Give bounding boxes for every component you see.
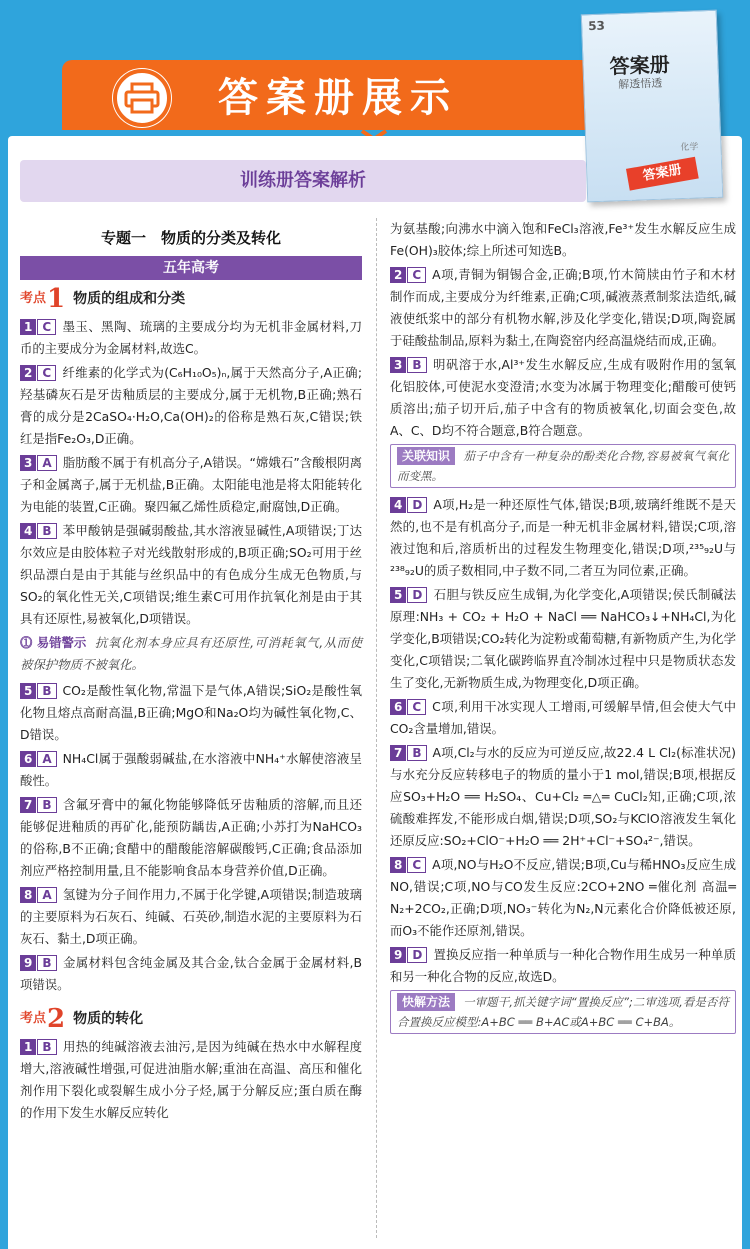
answer-choice: A — [37, 887, 56, 903]
answer-explanation: 明矾溶于水,Al³⁺发生水解反应,生成有吸附作用的氢氧化铝胶体,可使泥水变澄清;水变为冰属于物理变化;醋酸可使钙质溶出;茄子切开后,茄子中含有的物质被氧化,切面会变色,故A、C、D均不符合题意,B符合题意。 — [390, 357, 736, 438]
question-number: 4 — [390, 497, 406, 513]
question-number: 5 — [20, 683, 36, 699]
question-number: 3 — [20, 455, 36, 471]
right-column — [390, 218, 736, 1040]
answer-item — [20, 680, 362, 746]
answer-explanation: C项,利用干冰实现人工增雨,可缓解旱情,但会使大气中CO₂含量增加,错误。 — [390, 699, 736, 736]
answer-explanation: CO₂是酸性氧化物,常温下是气体,A错误;SiO₂是酸性氧化物且熔点高耐高温,B正确;MgO和Na₂O均为碱性氧化物,C、D错误。 — [20, 683, 362, 742]
left-column — [20, 224, 362, 1126]
answer-list — [390, 264, 736, 442]
answer-choice: C — [407, 267, 426, 283]
answer-item — [390, 354, 736, 442]
answer-item — [20, 884, 362, 950]
answer-choice: A — [37, 751, 56, 767]
related-knowledge-box — [390, 444, 736, 488]
answer-explanation: 脂肪酸不属于有机高分子,A错误。“嫦娥石”含酸根阴离子和金属离子,属于无机盐,B正确。太阳能电池是将太阳能转化为电能的装置,C正确。聚四氟乙烯性质稳定,耐腐蚀,D正确。 — [20, 455, 362, 514]
question-number: 8 — [20, 887, 36, 903]
warning-note — [20, 632, 362, 676]
answer-choice: A — [37, 455, 56, 471]
book-subject: 化学 — [680, 142, 699, 154]
quick-method-label: 快解方法 — [397, 993, 455, 1011]
answer-explanation: 含氟牙膏中的氟化物能够降低牙齿釉质的溶解,而且还能够促进釉质的再矿化,能预防龋齿,A正确;小苏打为NaHCO₃的俗称,B不正确;食醋中的醋酸能溶解碳酸钙,C正确;食品添加剂应严格控制用量,且不能影响食品本身营养价值,D正确。 — [20, 797, 362, 878]
knowledge-point-2 — [20, 1006, 362, 1032]
continued-text: 为氨基酸;向沸水中滴入饱和FeCl₃溶液,Fe³⁺发生水解反应生成Fe(OH)₃胶体;综上所述可知选B。 — [390, 221, 736, 258]
question-number: 1 — [20, 319, 36, 335]
question-number: 2 — [390, 267, 406, 283]
answer-choice: B — [407, 745, 426, 761]
kp-badge: 考点 — [20, 291, 47, 306]
related-knowledge-label: 关联知识 — [397, 447, 455, 465]
topic-band: 五年高考 — [20, 256, 362, 280]
answer-choice: B — [407, 357, 426, 373]
kp-badge: 考点 — [20, 1011, 47, 1026]
banner-title: 答案册展示 — [218, 75, 458, 121]
question-number: 6 — [390, 699, 406, 715]
answer-explanation: 苯甲酸钠是强碱弱酸盐,其水溶液显碱性,A项错误;丁达尔效应是由胶体粒子对光线散射形成的,B项正确;SO₂可用于丝织品漂白是由于其能与丝织品中的有色成分生成无色物质,与SO₂的氧化性无关,C项错误;维生素C可用作抗氧化剂是由于其具有还原性,易被氧化,D项错误。 — [20, 523, 362, 626]
answer-explanation: NH₄Cl属于强酸弱碱盐,在水溶液中NH₄⁺水解使溶液呈酸性。 — [20, 751, 362, 788]
question-number: 6 — [20, 751, 36, 767]
answer-item — [20, 316, 362, 360]
answer-item — [390, 264, 736, 352]
answer-item — [20, 362, 362, 450]
question-number: 9 — [390, 947, 406, 963]
answer-explanation: 用热的纯碱溶液去油污,是因为纯碱在热水中水解程度增大,溶液碱性增强,可促进油脂水解;重油在高温、高压和催化剂作用下裂化或裂解生成小分子烃,属于分解反应;蛋白质在酶的作用下发生水解反应转化 — [20, 1039, 362, 1120]
book-brand: 53 — [587, 18, 606, 34]
answer-explanation: A项,H₂是一种还原性气体,错误;B项,玻璃纤维既不是天然的,也不是有机高分子,而是一种无机非金属材料,错误;C项,溶液过饱和后,溶质析出的过程发生物理变化,错误;D项,²³⁵₉₂U与²³⁸₉₂U的质子数相同,中子数不同,二者互为同位素,正确。 — [390, 497, 736, 578]
answer-choice: C — [37, 365, 56, 381]
answer-explanation: 金属材料包含纯金属及其合金,钛合金属于金属材料,B项错误。 — [20, 955, 362, 992]
question-number: 2 — [20, 365, 36, 381]
kp-title: 物质的组成和分类 — [73, 291, 186, 307]
answer-choice: C — [37, 319, 56, 335]
answer-list — [20, 316, 362, 630]
book-tag: 答案册 — [626, 157, 699, 191]
column-divider — [376, 218, 377, 1238]
answer-choice: B — [37, 1039, 56, 1055]
kp-title: 物质的转化 — [73, 1011, 144, 1027]
question-number: 5 — [390, 587, 406, 603]
answer-choice: B — [37, 523, 56, 539]
answer-choice: D — [407, 587, 427, 603]
answer-explanation: A项,NO与H₂O不反应,错误;B项,Cu与稀HNO₃反应生成NO,错误;C项,NO与CO发生反应:2CO+2NO ═催化剂 高温═ N₂+2CO₂,正确;D项,NO₃⁻转化为N₂,N元素化合价降低被还原,而O₃不能作还原剂,错误。 — [390, 857, 736, 938]
question-number: 1 — [20, 1039, 36, 1055]
answer-explanation: 石胆与铁反应生成铜,为化学变化,A项错误;侯氏制碱法原理:NH₃ + CO₂ + H₂O + NaCl ══ NaHCO₃↓+NH₄Cl,为化学变化,B项错误;CO₂转化为淀粉或葡萄糖,有新物质产生,为化学变化,C项错误;二氧化碳跨临界直冷制冰过程中只是物质状态发生了变化,无新物质生成,为物理变化,D项正确。 — [390, 587, 736, 690]
question-number: 7 — [390, 745, 406, 761]
section-header — [20, 160, 586, 202]
answer-item — [390, 696, 736, 740]
answer-choice: C — [407, 857, 426, 873]
question-number: 9 — [20, 955, 36, 971]
question-number: 7 — [20, 797, 36, 813]
answer-list — [20, 1036, 362, 1124]
answer-item — [20, 1036, 362, 1124]
answer-choice: B — [37, 683, 56, 699]
quick-method-text: 一审题干,抓关键字词“置换反应”;二审选项,看是否符合置换反应模型:A+BC ══ B+AC或A+BC ══ C+BA。 — [397, 995, 729, 1029]
answer-explanation: A项,青铜为铜锡合金,正确;B项,竹木简牍由竹子和木材制作而成,主要成分为纤维素,正确;C项,碱液蒸煮制浆法造纸,碱液使纸浆中的部分有机物水解,涉及化学变化,错误;D项,陶瓷属于硅酸盐制品,原料为黏土,在陶瓷窑内经高温烧结而成,正确。 — [390, 267, 736, 348]
answer-item — [390, 854, 736, 942]
answer-choice: B — [37, 797, 56, 813]
book-cover — [581, 10, 723, 203]
kp-number: 2 — [47, 1004, 66, 1034]
answer-item — [390, 584, 736, 694]
answer-explanation: 置换反应指一种单质与一种化合物作用生成另一种单质和另一种化合物的反应,故选D。 — [390, 947, 736, 984]
warning-label: ⓵ 易错警示 — [20, 635, 87, 650]
answer-item — [20, 452, 362, 518]
answer-item — [390, 944, 736, 988]
book-subtitle: 解透悟透 — [618, 76, 663, 92]
related-knowledge-text: 茄子中含有一种复杂的酚类化合物,容易被氧气氧化而变黑。 — [397, 449, 729, 483]
answer-choice: D — [407, 947, 427, 963]
answer-item — [20, 748, 362, 792]
knowledge-point-1 — [20, 286, 362, 312]
answer-item — [390, 742, 736, 852]
answer-explanation: 纤维素的化学式为(C₆H₁₀O₅)ₙ,属于天然高分子,A正确;羟基磷灰石是牙齿釉质层的主要成分,属于无机物,B正确;熟石膏的成分是2CaSO₄·H₂O,Ca(OH)₂的俗称是熟石灰,C错误;铁红是指Fe₂O₃,D正确。 — [20, 365, 362, 446]
answer-item — [390, 494, 736, 582]
question-number: 4 — [20, 523, 36, 539]
kp-number: 1 — [47, 284, 66, 314]
answer-explanation: 氢键为分子间作用力,不属于化学键,A项错误;制造玻璃的主要原料为石灰石、纯碱、石英砂,制造水泥的主要原料为石灰石、黏土,D项正确。 — [20, 887, 362, 946]
answer-item — [20, 952, 362, 996]
question-number: 8 — [390, 857, 406, 873]
answer-choice: B — [37, 955, 56, 971]
section-title: 训练册答案解析 — [240, 170, 366, 191]
book-title: 答案册 — [609, 52, 670, 79]
answer-list — [20, 680, 362, 996]
question-number: 3 — [390, 357, 406, 373]
answer-choice: D — [407, 497, 427, 513]
answer-item — [20, 794, 362, 882]
answer-choice: C — [407, 699, 426, 715]
warning-text: 抗氧化剂本身应具有还原性,可消耗氧气,从而使被保护物质不被氧化。 — [20, 635, 362, 672]
topic-title: 专题一 物质的分类及转化 — [100, 229, 281, 247]
answer-explanation: A项,Cl₂与水的反应为可逆反应,故22.4 L Cl₂(标准状况)与水充分反应转移电子的物质的量小于1 mol,错误;B项,根据反应SO₃+H₂O ══ H₂SO₄、Cu+Cl₂ ═△═ CuCl₂知,正确;C项,浓硫酸难挥发,不能形成白烟,错误;D项,SO₂与KClO溶液发生氧化还原反应:SO₂+ClO⁻+H₂O ══ 2H⁺+Cl⁻+SO₄²⁻,错误。 — [390, 745, 736, 848]
printer-icon — [112, 68, 172, 128]
answer-item — [20, 520, 362, 630]
answer-explanation: 墨玉、黑陶、琉璃的主要成分均为无机非金属材料,刀币的主要成分为金属材料,故选C。 — [20, 319, 362, 356]
answer-list — [390, 494, 736, 988]
quick-method-box — [390, 990, 736, 1034]
